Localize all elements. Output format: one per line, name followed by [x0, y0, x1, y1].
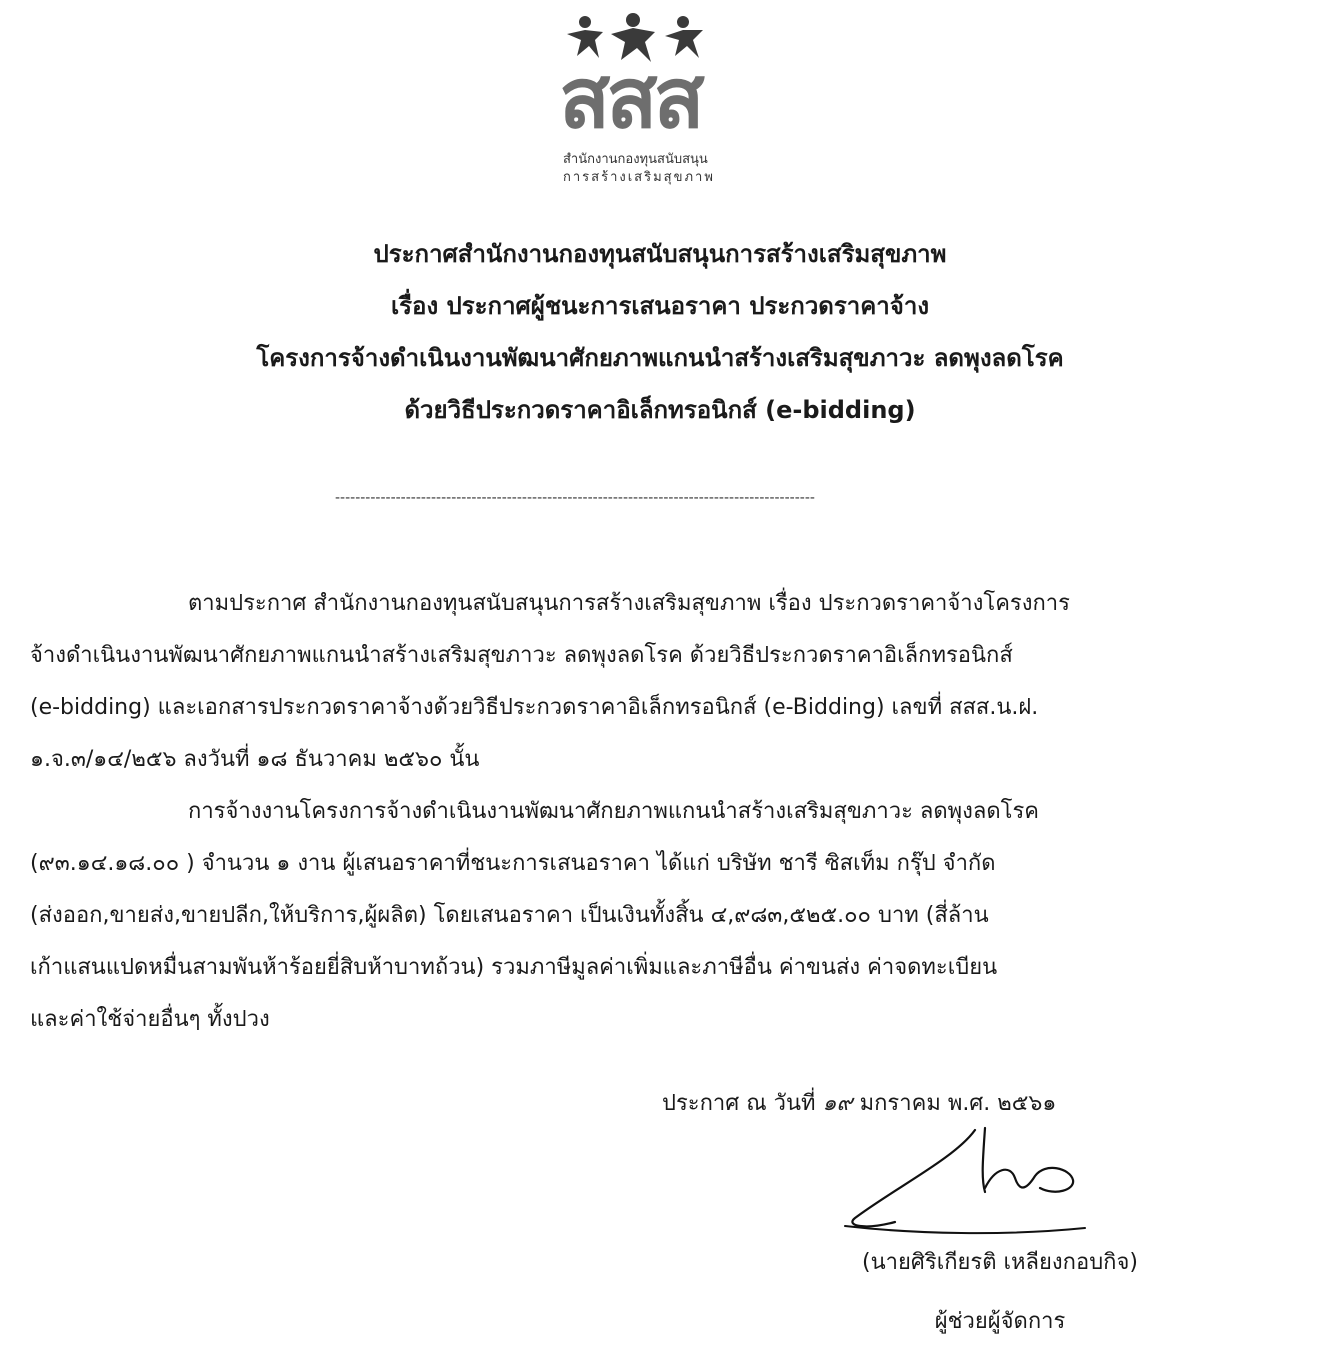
- date-suffix: มกราคม พ.ศ. ๒๕๖๑: [859, 1091, 1057, 1116]
- title-line-3: โครงการจ้างดำเนินงานพัฒนาศักยภาพแกนนำสร้างเสริมสุขภาวะ ลดพุงลดโรค: [256, 344, 1064, 372]
- logo-mark: สสส: [559, 49, 701, 147]
- title-line-2: เรื่อง ประกาศผู้ชนะการเสนอราคา ประกวดราคาจ้าง: [390, 292, 930, 320]
- logo-text-line2: การสร้างเสริมสุขภาพ: [563, 170, 715, 185]
- signature-icon: [835, 1118, 1095, 1238]
- title-line-4: ด้วยวิธีประกวดราคาอิเล็กทรอนิกส์ (e-bidding): [404, 396, 916, 424]
- announcement-body: [30, 578, 1292, 1046]
- body-p1-line-2: จ้างดำเนินงานพัฒนาศักยภาพแกนนำสร้างเสริมสุขภาวะ ลดพุงลดโรค ด้วยวิธีประกวดราคาอิเล็กทรอนิกส์: [30, 643, 1013, 668]
- title-line-1: ประกาศสำนักงานกองทุนสนับสนุนการสร้างเสริมสุขภาพ: [373, 240, 947, 268]
- logo-text-line1: สำนักงานกองทุนสนับสนุน: [563, 152, 708, 167]
- date-prefix: ประกาศ ณ วันที่: [662, 1091, 816, 1116]
- dashed-separator: -----------------------------------------------------------------------------------------------: [335, 490, 815, 506]
- body-p2-line-5: และค่าใช้จ่ายอื่นๆ ทั้งปวง: [30, 1007, 270, 1032]
- announcement-title: [0, 228, 1320, 436]
- body-p1-line-1: ตามประกาศ สำนักงานกองทุนสนับสนุนการสร้างเสริมสุขภาพ เรื่อง ประกวดราคาจ้างโครงการ: [188, 591, 1070, 616]
- body-p2-line-2: (๙๓.๑๔.๑๘.๐๐ ) จำนวน ๑ งาน ผู้เสนอราคาที่ชนะการเสนอราคา ได้แก่ บริษัท ชารี ซิสเท็ม กรุ๊ป จำกัด: [30, 851, 996, 876]
- body-p2-line-4: เก้าแสนแปดหมื่นสามพันห้าร้อยยี่สิบห้าบาทถ้วน) รวมภาษีมูลค่าเพิ่มและภาษีอื่น ค่าขนส่ง ค่าจดทะเบียน: [30, 955, 998, 980]
- announcement-date: [662, 1085, 1056, 1120]
- body-p2-line-3: (ส่งออก,ขายส่ง,ขายปลีก,ให้บริการ,ผู้ผลิต) โดยเสนอราคา เป็นเงินทั้งสิ้น ๔,๙๘๓,๕๒๕.๐๐ บาท (สี่ล้าน: [30, 903, 989, 928]
- body-p1-line-4: ๑.จ.๓/๑๔/๒๕๖ ลงวันที่ ๑๘ ธันวาคม ๒๕๖๐ นั้น: [30, 747, 480, 772]
- date-day-handwritten: ๑๙: [822, 1091, 853, 1116]
- body-p1-line-3: (e-bidding) และเอกสารประกวดราคาจ้างด้วยวิธีประกวดราคาอิเล็กทรอนิกส์ (e-Bidding) เลขที่ สสส.น.ฝ.: [30, 695, 1039, 720]
- thaihealth-logo: [555, 10, 765, 185]
- signer-name: (นายศิริเกียรติ เหลียงกอบกิจ): [862, 1250, 1138, 1275]
- body-p2-line-1: การจ้างงานโครงการจ้างดำเนินงานพัฒนาศักยภาพแกนนำสร้างเสริมสุขภาวะ ลดพุงลดโรค: [188, 799, 1040, 824]
- signer-position: ผู้ช่วยผู้จัดการ: [934, 1309, 1066, 1334]
